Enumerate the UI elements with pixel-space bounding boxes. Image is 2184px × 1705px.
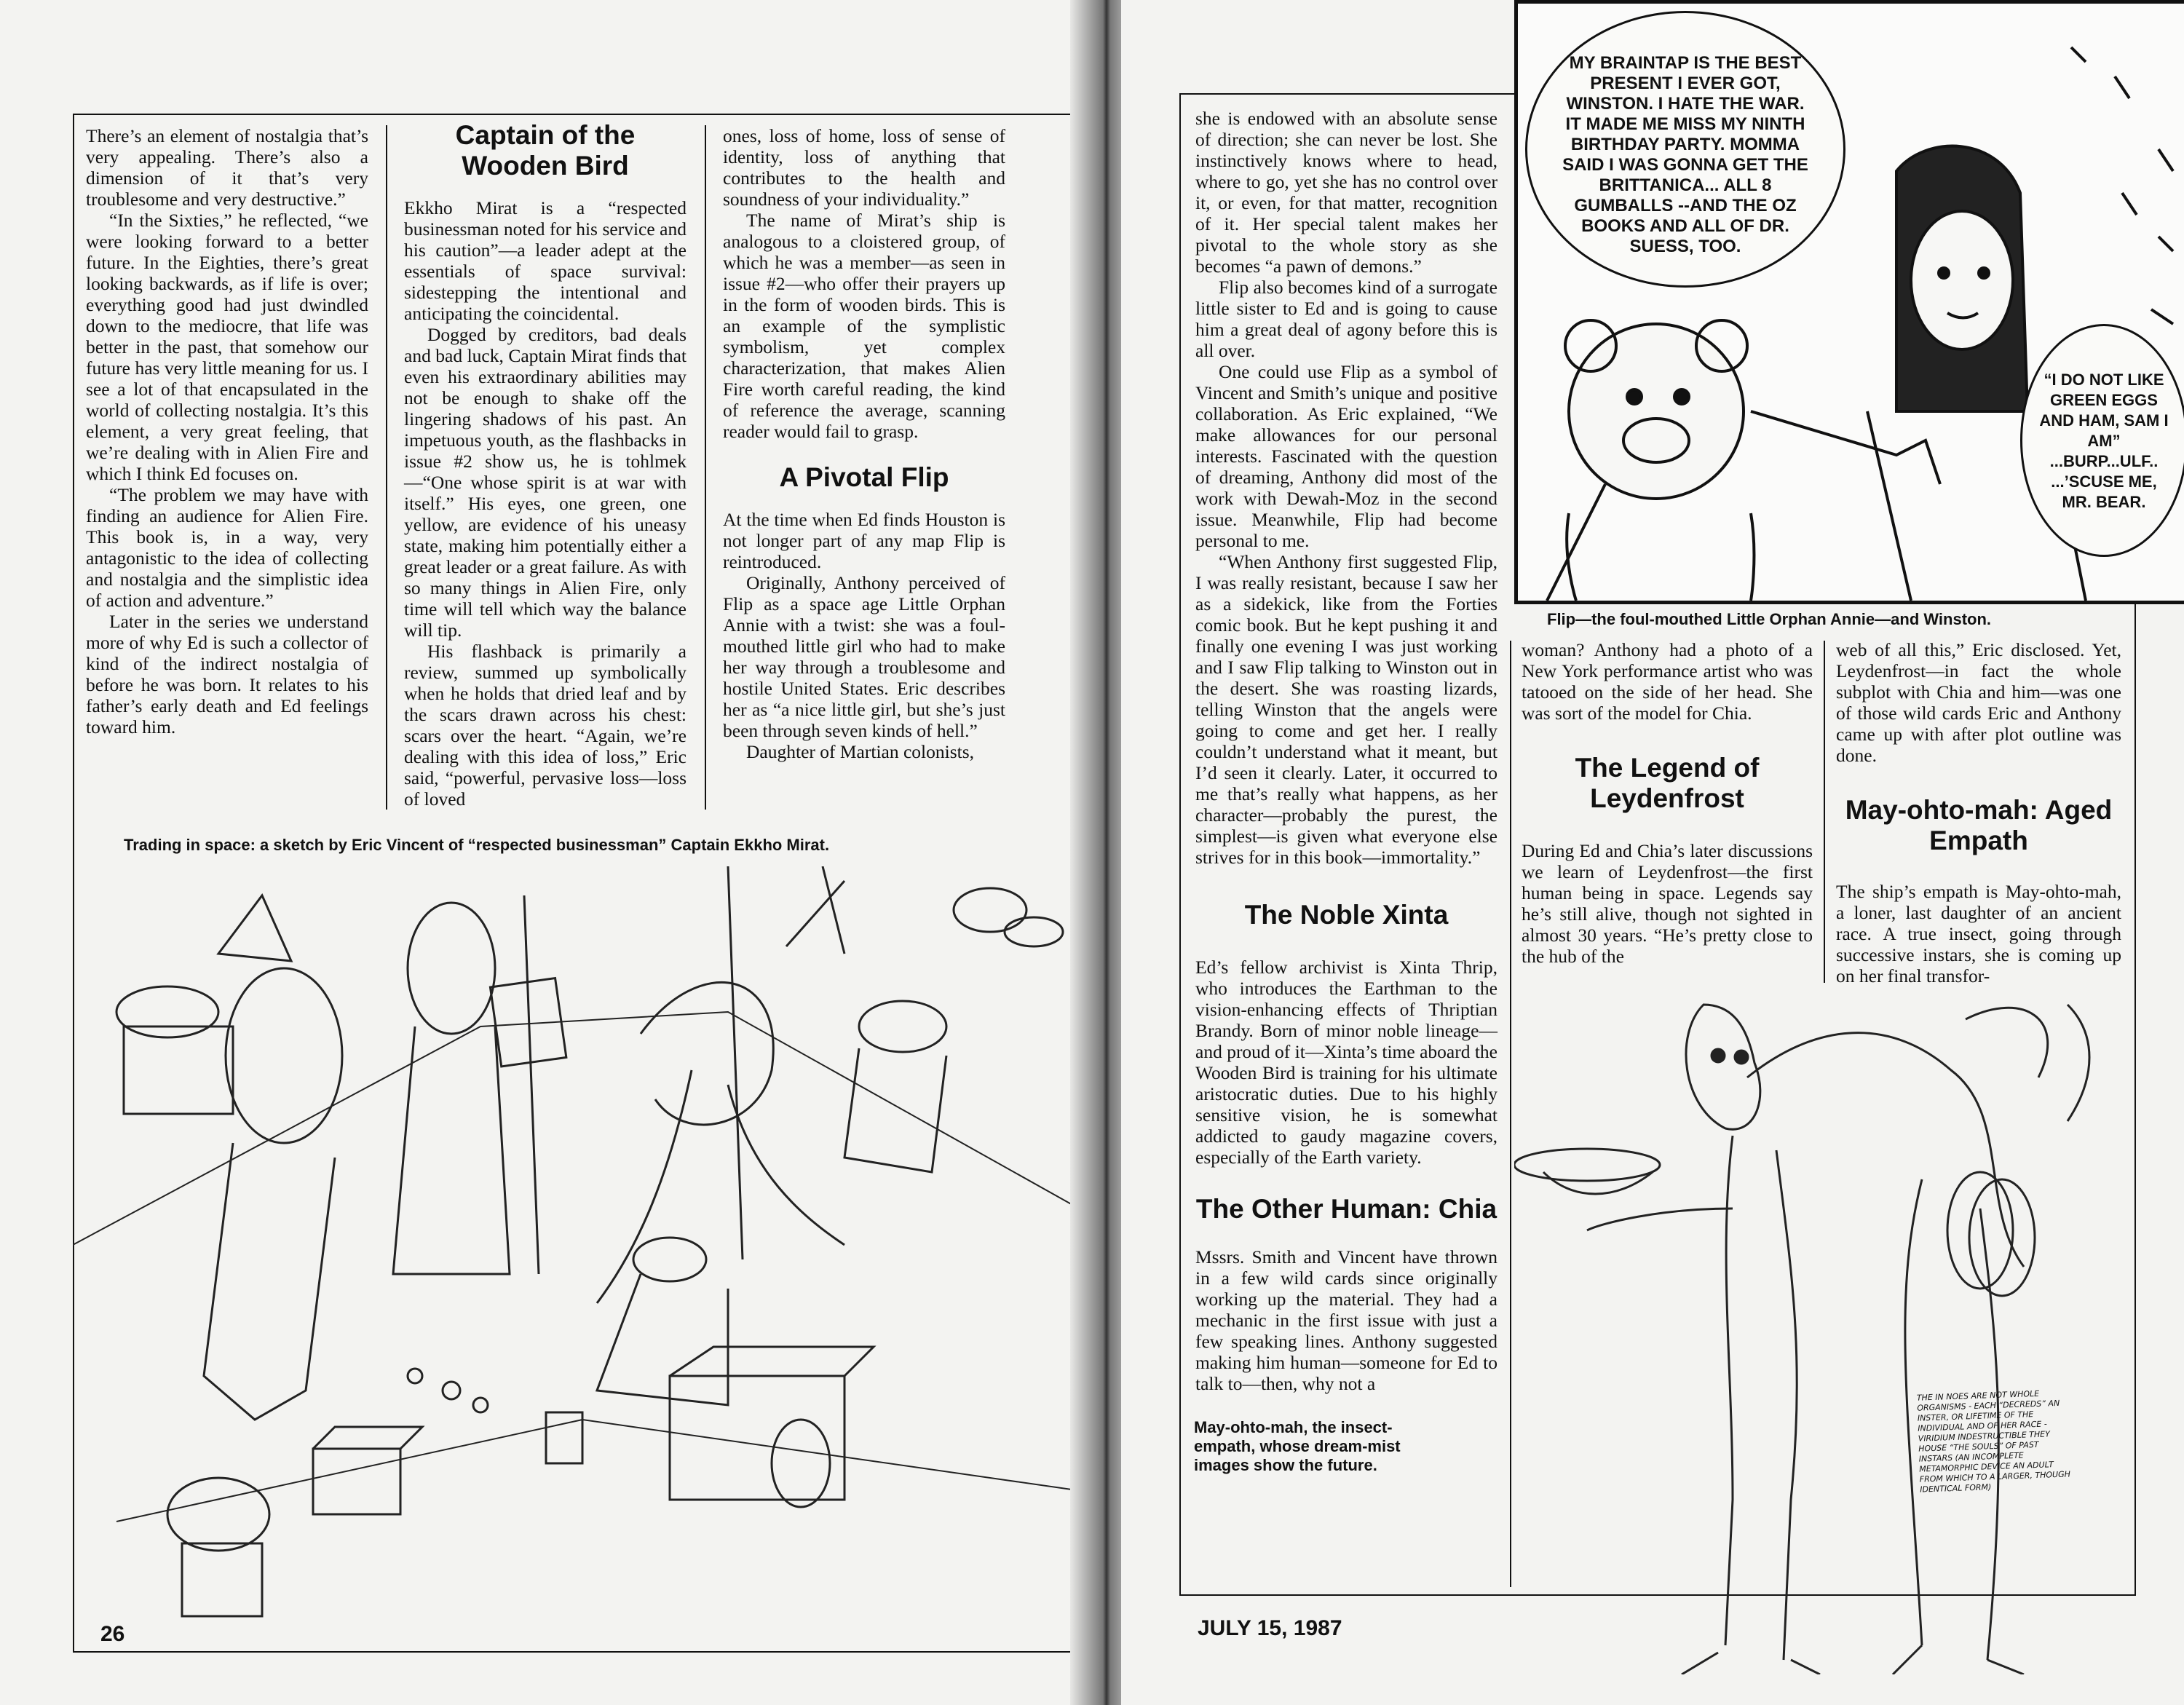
paragraph: At the time when Ed finds Houston is not longer part of any map Flip is reintroduced. (723, 509, 1005, 572)
heading-noble-xinta: The Noble Xinta (1244, 900, 1449, 930)
paragraph: Originally, Anthony perceived of Flip as a space age Little Orphan Annie with a twist: she was a foul-mouthed little girl who had to make her way through a troublesome and hostile United States. Eric describes her as “a nice little girl, but she’s just been through seven kinds of hell.” (723, 572, 1005, 741)
paragraph: ones, loss of home, loss of sense of identity, loss of anything that contributes to the health and soundness of your individuality.” (723, 125, 1005, 210)
comic-caption: Flip—the foul-mouthed Little Orphan Annie—and Winston. (1547, 610, 1992, 628)
speech-balloon-green-eggs: “I DO NOT LIKE GREEN EGGS AND HAM, SAM I AM” ...BURP...ULF.. ...’SCUSE ME, MR. BEAR. (2020, 324, 2184, 557)
page-number-left: 26 (100, 1622, 125, 1646)
paragraph: Flip also becomes kind of a surrogate little sister to Ed and is going to cause him a great deal of agony before this is all over. (1195, 277, 1497, 361)
paragraph: Later in the series we understand more of why Ed is such a collector of kind of the indirect nostalgia of before he was born. It relates to his father’s early death and Ed feelings toward him. (86, 611, 368, 737)
left-column-1 (86, 125, 368, 737)
heading-may-ohto-mah: May-ohto-mah: Aged Empath (1845, 795, 2113, 855)
left-column-2 (404, 120, 687, 810)
paragraph: The ship’s empath is May-ohto-mah, a loner, last daughter of an ancient race. A true insect, going through successive instars, she is coming up on her final transfor- (1836, 881, 2121, 986)
heading-captain-wooden-bird: Captain of the Wooden Bird (455, 120, 636, 181)
paragraph: One could use Flip as a symbol of Vincent and Smith’s unique and positive collaboration. As Eric explained, “We make allowances for our personal interests. Fascinated with the question of dreaming, Anthony did most of the work with Dewah-Moz in the second issue. Meanwhile, Flip had become personal to me. (1195, 361, 1497, 551)
column-rule (705, 125, 706, 810)
column-rule (386, 125, 387, 810)
paragraph: she is endowed with an absolute sense of direction; she can never be lost. She instinctively knows where to head, where to go, yet she has no control over it, or even, for that matter, recognition of it. Her special talent makes her pivotal to the whole story as she becomes “a pawn of demons.” (1195, 108, 1497, 277)
paragraph: Ed’s fellow archivist is Xinta Thrip, who introduces the Earthman to the vision-enhancing effects of Thriptian Brandy. Born of minor noble lineage—and proud of it—Xinta’s time aboard the Wooden Bird is training for his ultimate aristocratic duties. Due to his highly sensitive vision, he is somewhat addicted to gaudy magazine covers, especially of the Earth variety. (1195, 957, 1497, 1168)
left-column-3 (723, 125, 1005, 762)
paragraph: There’s an element of nostalgia that’s very appealing. There’s also a dimension of it that’s very troublesome and very destructive.” (86, 125, 368, 210)
heading-legend-leydenfrost: The Legend of Leydenfrost (1575, 753, 1760, 813)
paragraph: “When Anthony first suggested Flip, I was really resistant, because I saw her as a sidekick, like from the Forties comic book. But he kept pushing it and finally one evening I was just working and I saw Flip talking to Winston out in the desert. She was roasting lizards, telling Winston that the angels were going to come and get her. I really couldn’t understand what it meant, but I’d seen it clearly. Later, it occurred to me that’s really what happens, as her character—probably the purest, the simplest—is given what everyone else strives for in this book—immortality.” (1195, 551, 1497, 868)
column-rule (1510, 641, 1511, 1587)
may-ohto-mah-sketch (1514, 990, 2169, 1674)
paragraph: Dogged by creditors, bad deals and bad luck, Captain Mirat finds that even his extraordinary abilities may not be enough to shake off the lingering shadows of his past. An impetuous youth, as the flashbacks in issue #2 show us, he is tohlmek—“One whose spirit is at war with itself.” His eyes, one green, one yellow, are evidence of his uneasy state, making him potentially either a great leader or a great failure. As with so many things in Alien Fire, only time will tell which way the balance will tip. (404, 324, 687, 641)
empath-caption: May-ohto-mah, the insect-empath, whose dream-mist images show the future. (1194, 1418, 1401, 1474)
sketch-handwritten-notes: THE IN NOES ARE NOT WHOLE ORGANISMS - EACH “DECREDS” AN INSTER, OR LIFETIME OF THE INDIVIDUAL AND OF HER RACE - VIRIDIUM INDESTRUCTIBLE THEY HOUSE “THE SOULS” OF PAST INSTARS (AN INCOMPLETE METAMORPHIC DEVICE AN ADULT FROM WHICH TO A LARGER, THOUGH IDENTICAL FORM) (1916, 1388, 2071, 1495)
issue-date-folio: JULY 15, 1987 (1198, 1616, 1342, 1640)
paragraph: His flashback is primarily a review, summed up symbolically when he holds that dried leaf and by the scars drawn across his chest: scars over the heart. “Again, we’re dealing with this idea of loss,” Eric said, “powerful, pervasive loss—loss of loved (404, 641, 687, 810)
paragraph: “In the Sixties,” he reflected, “we were looking forward to a better future. In the Eighties, there’s great looking backwards, as if life is over; everything good had just dwindled down to the mediocre, that life was better in the past, that somehow our future has very little meaning for us. I see a lot of that encapsulated in the world of collecting nostalgia. It’s this element, a very great feeling, that we’re dealing with in Alien Fire and which I think Ed focuses on. (86, 210, 368, 484)
illustration-caption: Trading in space: a sketch by Eric Vincent of “respected businessman” Captain Ekkho Mirat. (124, 836, 830, 854)
right-column-3 (1836, 639, 2121, 986)
paragraph: Ekkho Mirat is a “respected businessman noted for his service and his caution”—a leader adept at the essentials of space survival: sidestepping the intentional and anticipating the coincidental. (404, 197, 687, 324)
paragraph: Daughter of Martian colonists, (746, 741, 975, 762)
right-page (1121, 0, 2184, 1705)
paragraph: The name of Mirat’s ship is analogous to a cloistered group, of which he was a member—as seen in issue #2—who offer their prayers up in the form of wooden birds. This is an example of the symplistic symbolism, yet complex characterization, that makes Alien Fire worth careful reading, the kind of reference the average, scanning reader would fail to grasp. (723, 210, 1005, 442)
paragraph: “The problem we may have with finding an audience for Alien Fire. This book is, in a way, very antagonistic to the idea of collecting and nostalgia and the simplistic idea of action and adventure.” (86, 484, 368, 611)
paragraph: Mssrs. Smith and Vincent have thrown in a few wild cards since originally working up the material. They had a mechanic in the first issue with just a few speaking lines. Anthony suggested making him human—someone for Ed to talk to—then, why not a (1195, 1246, 1497, 1394)
comic-panel (1514, 0, 2184, 604)
right-column-2 (1522, 639, 1813, 967)
paragraph: During Ed and Chia’s later discussions we learn of Leydenfrost—the first human being in space. Legends say he’s still alive, though not sighted in almost 30 years. “He’s pretty close to the hub of the (1522, 840, 1813, 967)
heading-pivotal-flip: A Pivotal Flip (779, 462, 949, 492)
speech-balloon-flip: MY BRAINTAP IS THE BEST PRESENT I EVER GOT, WINSTON. I HATE THE WAR. IT MADE ME MISS MY NINTH BIRTHDAY PARTY. MOMMA SAID I WAS GONNA GET THE BRITTANICA... ALL 8 GUMBALLS --AND THE OZ BOOKS AND ALL OF DR. SUESS, TOO. (1525, 11, 1845, 288)
column-rule (1824, 641, 1825, 983)
paragraph: web of all this,” Eric disclosed. Yet, Leydenfrost—in fact the whole subplot with Chia and him—was one of those wild cards Eric and Anthony came up with after plot outline was done. (1836, 639, 2121, 766)
trading-sketch-illustration (73, 866, 1092, 1623)
right-column-1 (1195, 108, 1497, 1394)
heading-other-human-chia: The Other Human: Chia (1195, 1194, 1497, 1224)
paragraph: woman? Anthony had a photo of a New York performance artist who was tatooed on the side of her head. She was sort of the model for Chia. (1522, 639, 1813, 724)
